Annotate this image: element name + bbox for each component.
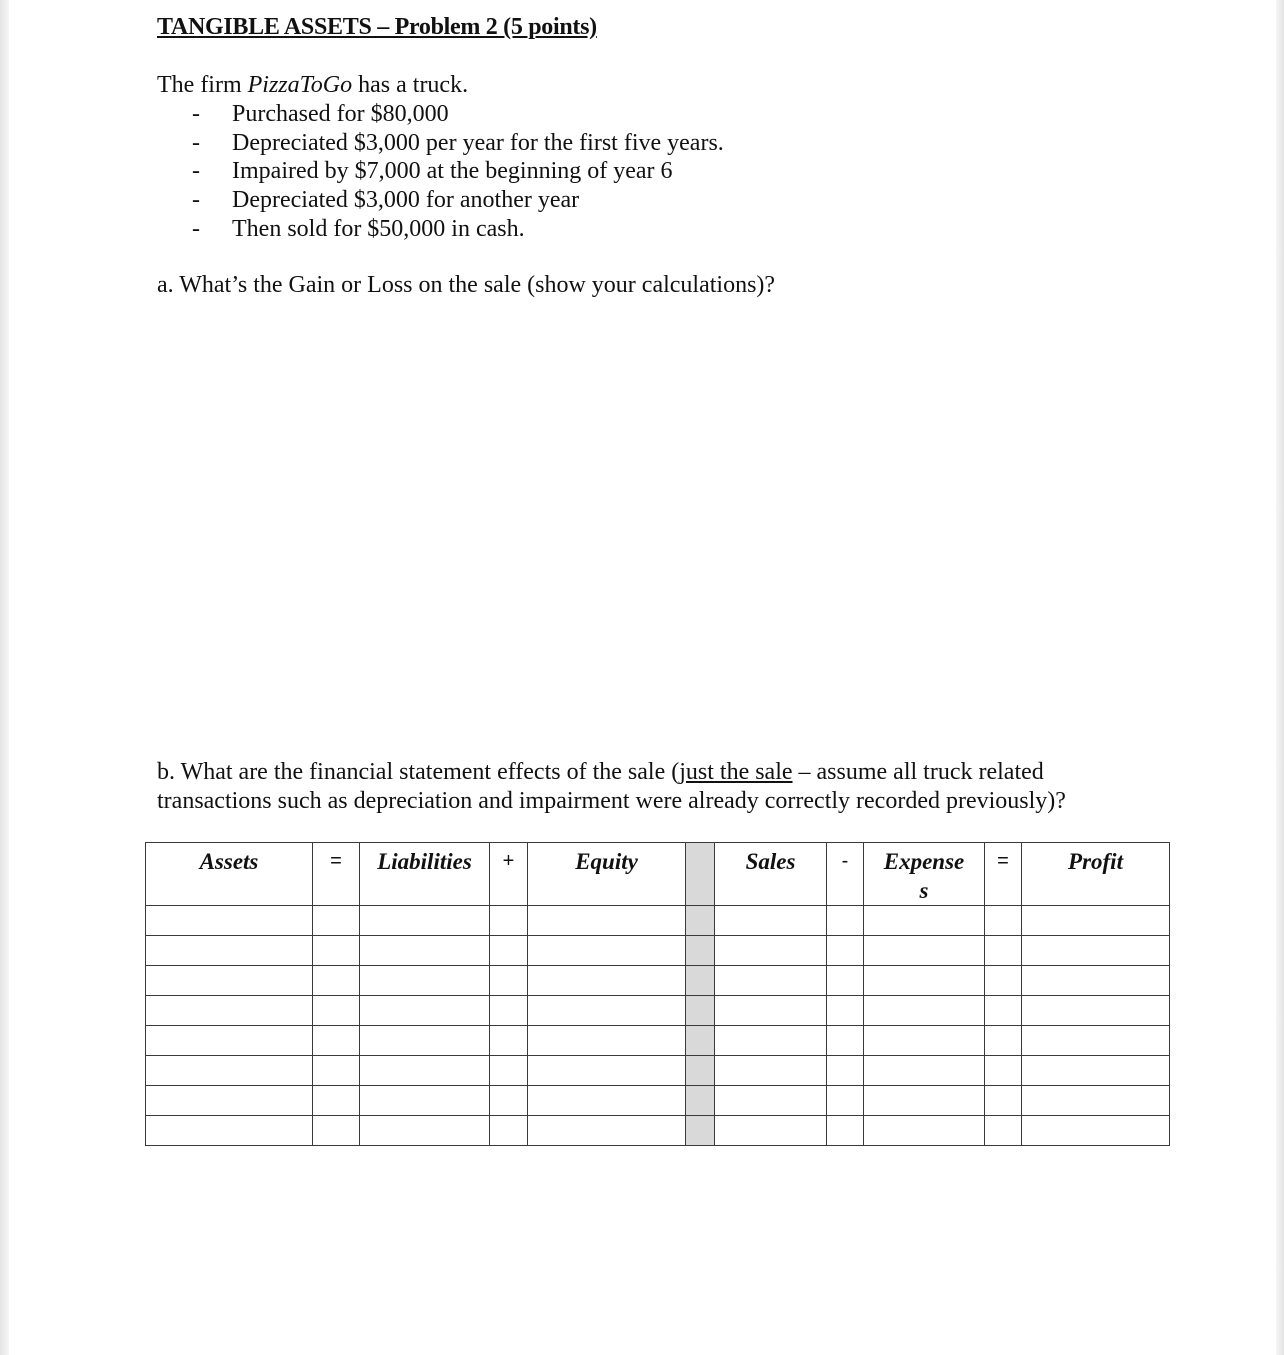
page-edge-right [1276,0,1284,1355]
answer-cell[interactable] [146,936,313,966]
answer-cell[interactable] [528,966,686,996]
facts-list [192,100,724,243]
intro-text [157,72,468,99]
answer-cell[interactable] [1022,996,1170,1026]
intro-prefix: The firm [157,72,248,98]
answer-cell[interactable] [827,1056,864,1086]
fact-item [192,129,724,158]
answer-cell[interactable] [146,1026,313,1056]
table-row [146,996,1170,1026]
page-edge-left [0,0,9,1355]
question-b-underlined: just the sale [679,759,793,785]
header-assets: Assets [146,843,313,906]
answer-cell[interactable] [528,1116,686,1146]
answer-cell[interactable] [985,906,1022,936]
answer-cell[interactable] [864,1026,985,1056]
header-minus: - [827,843,864,906]
answer-cell[interactable] [360,1116,490,1146]
intro-suffix: has a truck. [352,72,469,98]
fact-text: Depreciated $3,000 for another year [232,187,580,214]
answer-cell[interactable] [864,996,985,1026]
answer-cell[interactable] [827,966,864,996]
fact-item [192,215,724,244]
answer-cell[interactable] [146,1056,313,1086]
answer-cell[interactable] [313,1056,360,1086]
bullet-dash: - [192,158,200,185]
shaded-divider-cell [686,936,715,966]
answer-cell[interactable] [715,966,827,996]
answer-cell[interactable] [528,996,686,1026]
table-row [146,966,1170,996]
shaded-divider-cell [686,1056,715,1086]
answer-cell[interactable] [985,1086,1022,1116]
answer-cell[interactable] [827,936,864,966]
answer-cell[interactable] [1022,1056,1170,1086]
shaded-divider-cell [686,843,715,906]
header-sales: Sales [715,843,827,906]
answer-cell[interactable] [360,936,490,966]
answer-cell[interactable] [827,1086,864,1116]
shaded-divider-cell [686,966,715,996]
table-row [146,1116,1170,1146]
fact-text: Impaired by $7,000 at the beginning of year 6 [232,158,673,185]
answer-cell[interactable] [827,1026,864,1056]
table-row [146,1086,1170,1116]
header-expenses [864,843,985,906]
answer-cell[interactable] [146,996,313,1026]
answer-cell[interactable] [864,966,985,996]
answer-cell[interactable] [146,1086,313,1116]
header-equity: Equity [528,843,686,906]
answer-cell[interactable] [313,936,360,966]
answer-cell[interactable] [360,1086,490,1116]
question-a: a. What’s the Gain or Loss on the sale (show your calculations)? [157,272,776,298]
answer-cell[interactable] [490,1056,528,1086]
answer-cell[interactable] [715,1116,827,1146]
bullet-dash: - [192,187,200,214]
answer-cell[interactable] [715,1056,827,1086]
answer-cell[interactable] [1022,1086,1170,1116]
answer-cell[interactable] [490,966,528,996]
table-row [146,906,1170,936]
table-row [146,1026,1170,1056]
answer-cell[interactable] [146,966,313,996]
header-expenses-line1: Expense [883,849,965,874]
answer-cell[interactable] [528,1056,686,1086]
answer-cell[interactable] [827,1116,864,1146]
shaded-divider-cell [686,906,715,936]
answer-cell[interactable] [864,1056,985,1086]
answer-cell[interactable] [146,1116,313,1146]
header-expenses-line2: s [919,878,929,903]
table-row [146,936,1170,966]
answer-cell[interactable] [490,1026,528,1056]
problem-title: TANGIBLE ASSETS – Problem 2 (5 points) [157,14,597,40]
answer-cell[interactable] [864,1116,985,1146]
answer-cell[interactable] [360,1026,490,1056]
header-plus: + [490,843,528,906]
fact-text: Depreciated $3,000 per year for the first five years. [232,129,724,156]
answer-cell[interactable] [313,1086,360,1116]
question-b-line2: transactions such as depreciation and impairment were already correctly recorded previously)? [157,788,1066,814]
answer-cell[interactable] [715,996,827,1026]
shaded-divider-cell [686,1086,715,1116]
fact-item [192,186,724,215]
firm-name: PizzaToGo [247,72,353,98]
bullet-dash: - [192,101,200,127]
header-equals: = [985,843,1022,906]
answer-cell[interactable] [827,996,864,1026]
answer-cell[interactable] [360,1056,490,1086]
answer-cell[interactable] [490,1116,528,1146]
answer-cell[interactable] [715,906,827,936]
header-equals: = [313,843,360,906]
answer-cell[interactable] [864,1086,985,1116]
answer-cell[interactable] [1022,1116,1170,1146]
answer-cell[interactable] [1022,936,1170,966]
answer-cell[interactable] [864,936,985,966]
answer-cell[interactable] [528,1026,686,1056]
answer-cell[interactable] [528,906,686,936]
answer-cell[interactable] [985,936,1022,966]
question-b-start: b. What are the financial statement effects of the sale ( [157,759,680,785]
answer-cell[interactable] [715,1086,827,1116]
table-row [146,1056,1170,1086]
answer-cell[interactable] [985,1026,1022,1056]
answer-cell[interactable] [313,1116,360,1146]
fact-item [192,157,724,186]
shaded-divider-cell [686,996,715,1026]
answer-cell[interactable] [313,1026,360,1056]
answer-cell[interactable] [528,936,686,966]
header-profit: Profit [1022,843,1170,906]
financial-effects-table [145,842,1170,1146]
answer-cell[interactable] [985,1056,1022,1086]
bullet-dash: - [192,129,200,156]
answer-cell[interactable] [490,996,528,1026]
table-body [146,906,1170,1146]
answer-cell[interactable] [864,906,985,936]
answer-cell[interactable] [827,906,864,936]
answer-cell[interactable] [360,996,490,1026]
answer-cell[interactable] [313,906,360,936]
answer-cell[interactable] [715,936,827,966]
answer-cell[interactable] [490,906,528,936]
answer-cell[interactable] [1022,966,1170,996]
answer-cell[interactable] [985,966,1022,996]
bullet-dash: - [192,215,200,242]
question-b [157,758,1066,816]
answer-cell[interactable] [313,996,360,1026]
shaded-divider-cell [686,1116,715,1146]
answer-cell[interactable] [360,906,490,936]
fact-text: Then sold for $50,000 in cash. [232,215,525,242]
answer-cell[interactable] [715,1026,827,1056]
fact-text: Purchased for $80,000 [232,101,449,127]
answer-cell[interactable] [360,966,490,996]
fact-item [192,100,724,129]
header-liabilities: Liabilities [360,843,490,906]
answer-cell[interactable] [490,936,528,966]
shaded-divider-cell [686,1026,715,1056]
answer-cell[interactable] [1022,906,1170,936]
answer-cell[interactable] [490,1086,528,1116]
answer-cell[interactable] [313,966,360,996]
answer-cell[interactable] [146,906,313,936]
answer-cell[interactable] [1022,1026,1170,1056]
answer-cell[interactable] [985,1116,1022,1146]
table-header-row [146,843,1170,906]
question-b-line1-end: – assume all truck related [792,759,1044,785]
answer-cell[interactable] [985,996,1022,1026]
answer-cell[interactable] [528,1086,686,1116]
